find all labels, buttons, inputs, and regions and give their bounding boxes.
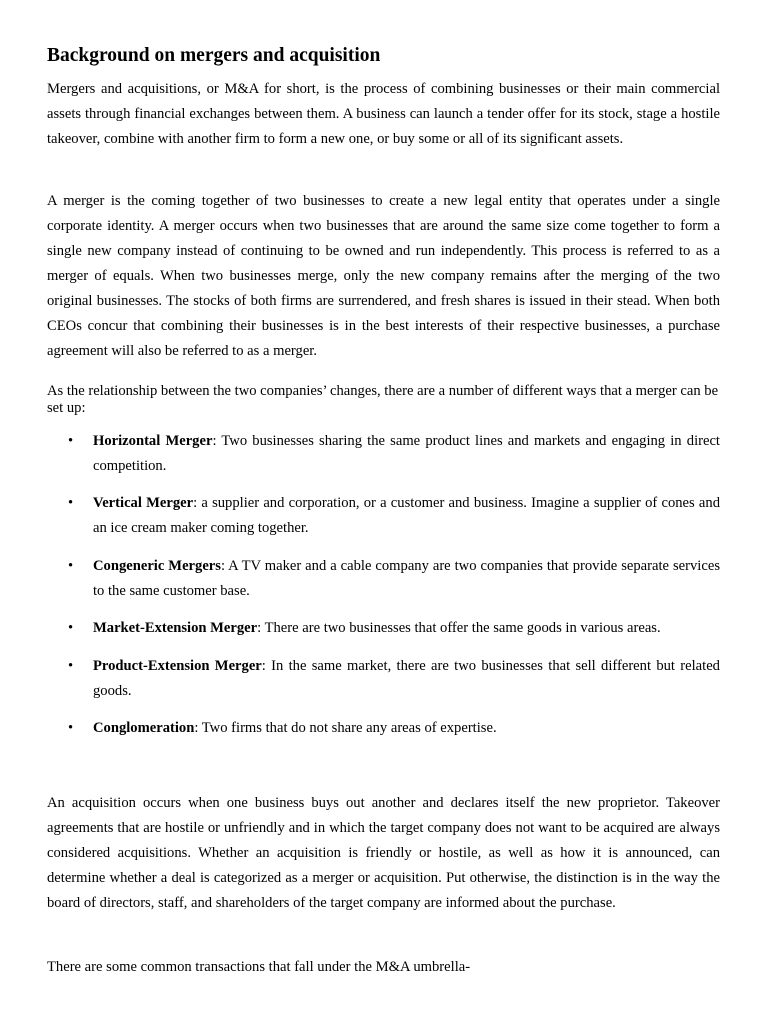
- list-item-text: [93, 554, 720, 604]
- paragraph-merger-types-intro: As the relationship between the two companies’ changes, there are a number of different ways that a merger can be set up:: [47, 383, 719, 416]
- paragraph-acquisition-definition: An acquisition occurs when one business buys out another and declares itself the new proprietor. Takeover agreements that are hostile or unfriendly and in which the target company does not want to be acquired are always considered acquisitions. Whether an acquisition is friendly or hostile, as well as how it is announced, can determine whether a deal is categorized as a merger or acquisition. Put otherwise, the distinction is in the way the board of directors, staff, and shareholders of the target company are informed about the purchase.: [47, 795, 720, 911]
- list-item-term: Vertical Merger: [93, 495, 194, 511]
- paragraph-transactions-intro: There are some common transactions that fall under the M&A umbrella-: [47, 959, 471, 975]
- bullet-icon: •: [68, 495, 74, 511]
- list-item-term: Horizontal Merger: [93, 433, 213, 449]
- bullet-icon: •: [68, 558, 74, 574]
- paragraph-merger-definition: A merger is the coming together of two businesses to create a new legal entity that operates under a single corporate identity. A merger occurs when two businesses that are around the same size come together to form a single new company instead of continuing to be owned and run independently. This process is referred to as a merger of equals. When two businesses merge, only the new company remains after the merging of the two original businesses. The stocks of both firms are surrendered, and fresh shares is issued in their stead. When both CEOs concur that combining their businesses is in the best interests of their respective businesses, a purchase agreement will also be referred to as a merger.: [47, 193, 720, 359]
- paragraph-intro: Mergers and acquisitions, or M&A for short, is the process of combining businesses or their main commercial assets through financial exchanges between them. A business can launch a tender offer for its stock, stage a hostile takeover, combine with another firm to form a new one, or buy some or all of its significant assets.: [47, 81, 720, 147]
- list-item-description: : a supplier and corporation, or a customer and business. Imagine a supplier of cones and an ice cream maker coming together.: [93, 495, 720, 536]
- list-item-description: : There are two businesses that offer the same goods in various areas.: [257, 620, 661, 636]
- document-title: Background on mergers and acquisition: [47, 45, 381, 66]
- list-item-term: Market-Extension Merger: [93, 620, 258, 636]
- bullet-icon: •: [68, 658, 74, 674]
- list-item-term: Congeneric Mergers: [93, 558, 221, 574]
- list-item-text: [93, 491, 720, 541]
- list-item-description: : Two businesses sharing the same product lines and markets and engaging in direct competition.: [93, 433, 720, 474]
- list-item-term: Conglomeration: [93, 720, 195, 736]
- list-item-term: Product-Extension Merger: [93, 658, 262, 674]
- list-item-text: [93, 654, 720, 704]
- bullet-icon: •: [68, 620, 74, 636]
- list-item-text: [93, 429, 720, 479]
- list-item-text: [93, 716, 720, 741]
- bullet-icon: •: [68, 433, 74, 449]
- list-item-description: : In the same market, there are two businesses that sell different but related goods.: [93, 658, 720, 699]
- list-item-description: : Two firms that do not share any areas of expertise.: [194, 720, 497, 736]
- list-item-description: : A TV maker and a cable company are two companies that provide separate services to the same customer base.: [93, 558, 720, 599]
- bullet-icon: •: [68, 720, 74, 736]
- list-item-text: [93, 616, 720, 641]
